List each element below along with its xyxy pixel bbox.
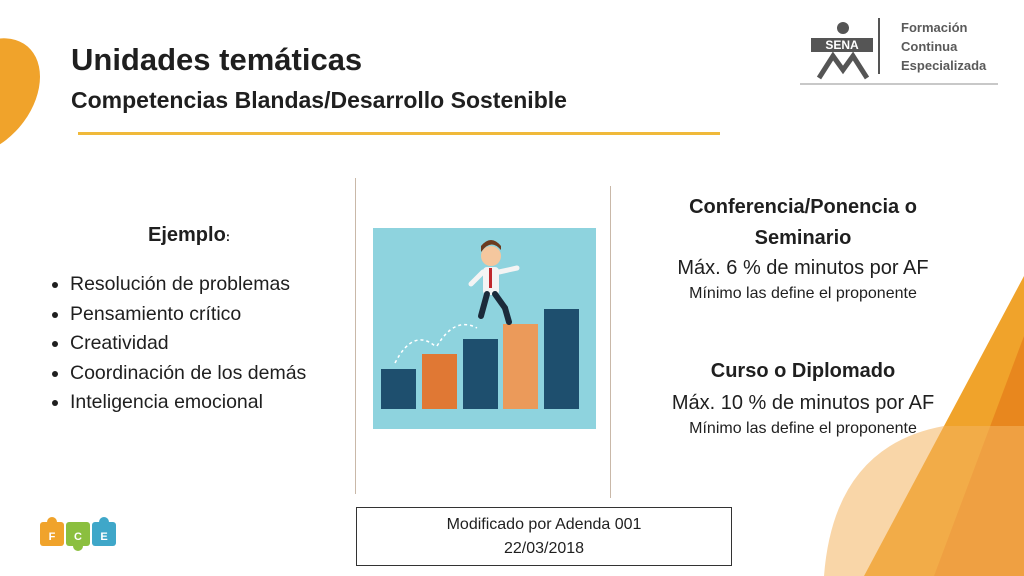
illustration-bar-1	[381, 369, 416, 409]
amendment-line-2: 22/03/2018	[503, 540, 585, 557]
slide-title: Unidades temáticas	[71, 42, 363, 77]
illustration-bar-4	[503, 324, 538, 409]
logo-text	[901, 18, 986, 75]
list-item: • Resolución de problemas	[70, 270, 306, 300]
column-divider-right	[610, 186, 611, 498]
puzzle-letter-f: F	[48, 531, 56, 543]
amendment-note	[356, 507, 732, 566]
left-orange-decoration	[0, 22, 40, 168]
example-list	[40, 270, 306, 418]
list-item: • Inteligencia emocional	[70, 388, 306, 418]
conference-heading-2: Seminario	[754, 227, 852, 249]
bottom-right-decoration	[824, 276, 1024, 576]
puzzle-letter-e: E	[100, 531, 108, 543]
puzzle-letter-c: C	[74, 531, 82, 543]
example-heading-text: Ejemplo	[148, 224, 226, 246]
list-item: • Creatividad	[70, 329, 306, 359]
column-divider-left	[355, 178, 356, 494]
logo-divider	[878, 18, 880, 74]
course-body: Máx. 10 % de minutos por AF	[671, 392, 935, 414]
sena-brand-text: SENA	[825, 38, 859, 52]
fce-puzzle-logo	[38, 514, 120, 552]
list-item: • Pensamiento crítico	[70, 300, 306, 330]
conference-small: Mínimo las define el proponente	[689, 285, 917, 302]
course-heading: Curso o Diplomado	[710, 360, 896, 382]
illustration-bar-5	[544, 309, 579, 409]
list-item: • Coordinación de los demás	[70, 359, 306, 389]
conference-body: Máx. 6 % de minutos por AF	[677, 257, 929, 279]
sena-emblem-icon	[805, 20, 877, 80]
example-heading-colon: :	[225, 229, 231, 244]
title-underline	[78, 132, 720, 135]
example-heading	[148, 224, 230, 247]
growth-illustration	[373, 228, 596, 429]
logo-line-1: Formación	[901, 20, 968, 35]
logo-line-3: Especializada	[901, 58, 987, 73]
logo-line-2: Continua	[901, 39, 958, 54]
course-small: Mínimo las define el proponente	[689, 420, 917, 437]
logo-separator	[800, 83, 998, 85]
illustration-bar-2	[422, 354, 457, 409]
amendment-line-1: Modificado por Adenda 001	[446, 516, 642, 533]
conference-heading-1: Conferencia/Ponencia o	[689, 196, 917, 218]
illustration-bar-3	[463, 339, 498, 409]
slide-subtitle: Competencias Blandas/Desarrollo Sostenible	[71, 87, 567, 113]
